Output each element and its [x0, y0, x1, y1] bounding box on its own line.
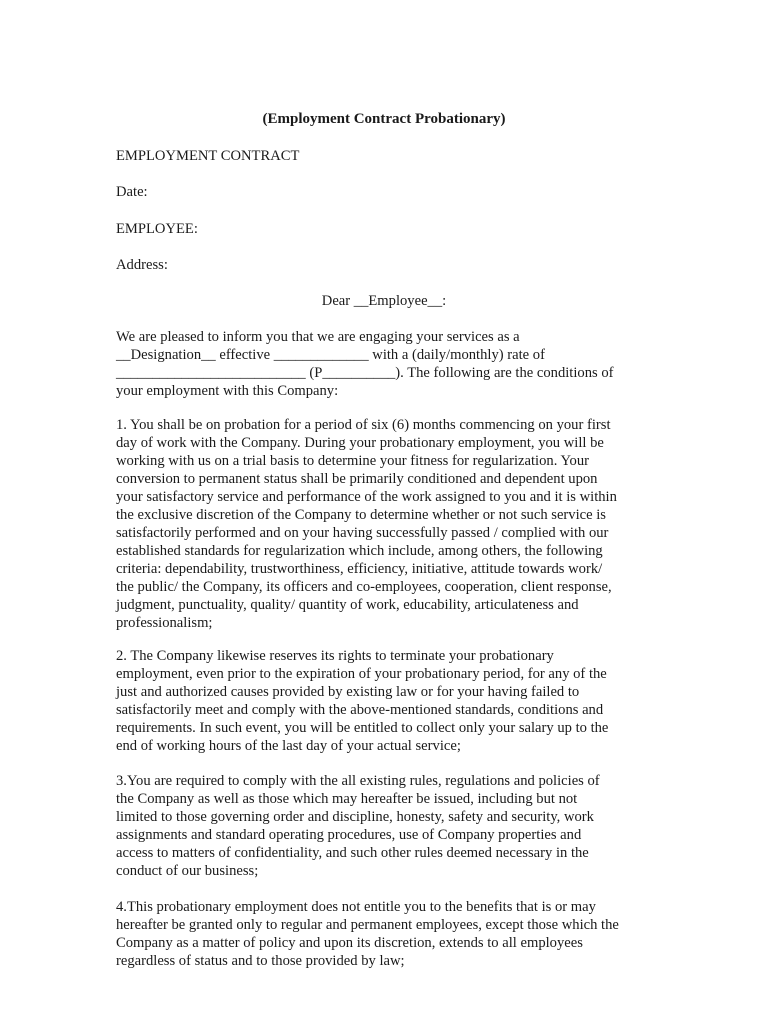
date-label: Date: — [116, 184, 148, 200]
paragraph-line: judgment, punctuality, quality/ quantity of work, educability, articulateness and — [116, 597, 579, 613]
address-label: Address: — [116, 257, 168, 273]
paragraph-line: requirements. In such event, you will be entitled to collect only your salary up to the — [116, 720, 609, 736]
paragraph-line: day of work with the Company. During your probationary employment, you will be — [116, 435, 604, 451]
paragraph-line: criteria: dependability, trustworthiness, efficiency, initiative, attitude towards work/ — [116, 561, 603, 577]
paragraph-line: working with us on a trial basis to determine your fitness for regularization. Your — [116, 453, 589, 469]
paragraph-line: 1. You shall be on probation for a period of six (6) months commencing on your first — [116, 417, 611, 433]
paragraph-line: 2. The Company likewise reserves its rights to terminate your probationary — [116, 648, 554, 664]
paragraph-line: the public/ the Company, its officers and co-employees, cooperation, client response, — [116, 579, 612, 595]
paragraph-line: the Company as well as those which may hereafter be issued, including but not — [116, 791, 578, 807]
paragraph-line: regardless of status and to those provided by law; — [116, 953, 405, 969]
paragraph-line: access to matters of confidentiality, and such other rules deemed necessary in the — [116, 845, 589, 861]
paragraph-line: __________________________ (P__________). The following are the conditions of — [116, 365, 614, 381]
paragraph-line: end of working hours of the last day of your actual service; — [116, 738, 461, 754]
paragraph-line: satisfactorily performed and on your having successfully passed / complied with our — [116, 525, 609, 541]
paragraph-line: 3.You are required to comply with the all existing rules, regulations and policies of — [116, 773, 600, 789]
paragraph-line: employment, even prior to the expiration of your probationary period, for any of the — [116, 666, 607, 682]
paragraph-line: We are pleased to inform you that we are engaging your services as a — [116, 329, 520, 345]
paragraph-line: the exclusive discretion of the Company to determine whether or not such service is — [116, 507, 606, 523]
document-title: (Employment Contract Probationary) — [262, 111, 506, 127]
contract-heading: EMPLOYMENT CONTRACT — [116, 148, 300, 164]
paragraph-line: __Designation__ effective _____________ with a (daily/monthly) rate of — [116, 347, 545, 363]
paragraph-line: hereafter be granted only to regular and permanent employees, except those which the — [116, 917, 619, 933]
clause-2-paragraph — [116, 647, 656, 755]
paragraph-line: established standards for regularization which include, among others, the following — [116, 543, 603, 559]
paragraph-line: just and authorized causes provided by existing law or for your having failed to — [116, 684, 580, 700]
paragraph-line: limited to those governing order and discipline, honesty, safety and security, work — [116, 809, 594, 825]
clause-4-paragraph — [116, 898, 656, 970]
paragraph-line: conduct of our business; — [116, 863, 259, 879]
paragraph-line: satisfactorily meet and comply with the above-mentioned standards, conditions and — [116, 702, 604, 718]
clause-3-paragraph — [116, 772, 656, 880]
paragraph-line: assignments and standard operating procedures, use of Company properties and — [116, 827, 582, 843]
salutation: Dear __Employee__: — [321, 293, 447, 309]
paragraph-line: 4.This probationary employment does not entitle you to the benefits that is or may — [116, 899, 596, 915]
clause-1-paragraph — [116, 416, 656, 632]
intro-paragraph — [116, 328, 656, 400]
employee-label: EMPLOYEE: — [116, 221, 198, 237]
paragraph-line: your employment with this Company: — [116, 383, 339, 399]
paragraph-line: your satisfactory service and performance of the work assigned to you and it is within — [116, 489, 617, 505]
paragraph-line: conversion to permanent status shall be primarily conditioned and dependent upon — [116, 471, 598, 487]
paragraph-line: Company as a matter of policy and upon its discretion, extends to all employees — [116, 935, 583, 951]
paragraph-line: professionalism; — [116, 615, 213, 631]
